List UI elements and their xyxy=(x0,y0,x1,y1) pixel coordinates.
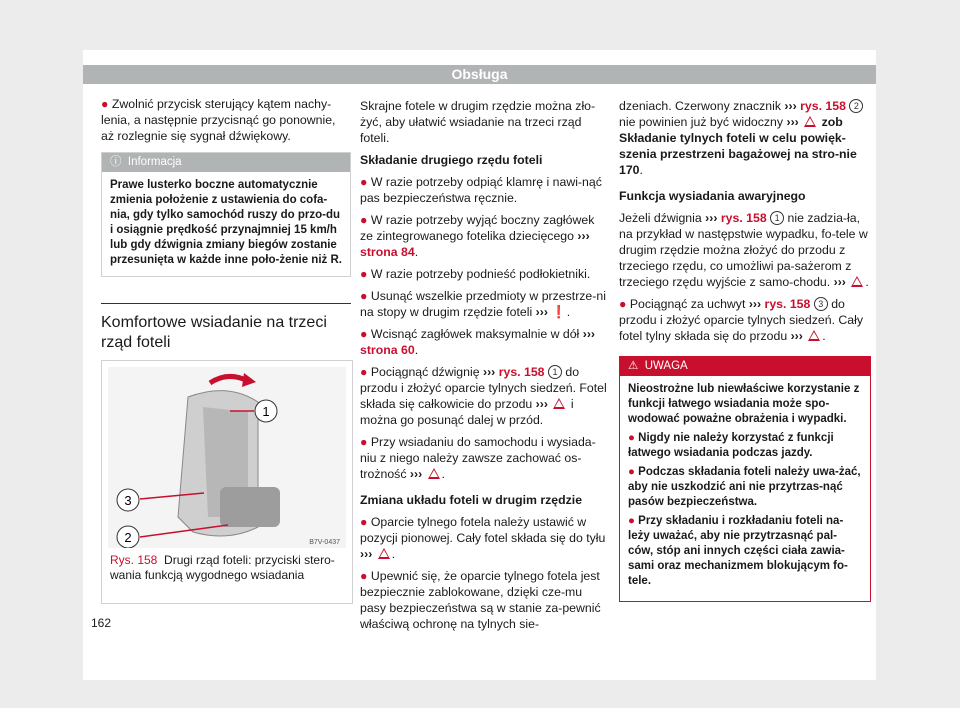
callout-2: 2 xyxy=(124,530,132,545)
subheading: Zmiana układu foteli w drugim rzędzie xyxy=(360,493,583,507)
warning-triangle-icon xyxy=(851,276,863,287)
page-number: 162 xyxy=(91,616,112,630)
column-left xyxy=(101,96,351,353)
callout-3: 3 xyxy=(124,493,132,508)
warning-triangle-icon: ⚠ xyxy=(628,360,639,372)
link-page-84[interactable]: strona 84 xyxy=(360,245,415,259)
warning-circle-icon: ❗ xyxy=(551,305,567,319)
link-page-170[interactable]: zob Składanie tylnych foteli w celu powięk-szenia przestrzeni bagażowej na stro-nie 170 xyxy=(619,115,857,177)
link-fig-158[interactable]: rys. 158 xyxy=(720,211,767,225)
list-item: ● Oparcie tylnego fotela należy ustawić w pozycji pionowej. Cały fotel składa się do tyłu ››› . xyxy=(360,515,606,561)
list-item: ● Przy wsiadaniu do samochodu i wysiada-niu z niego należy zawsze zachować os-trożność ››› . xyxy=(360,435,596,481)
list-item: ● Upewnić się, że oparcie tylnego fotela jest bezpiecznie zablokowane, dzięki cze-mu pasy bezpieczeństwa są w stanie za-pewnić właściwą ochronę na tylnych sie- xyxy=(360,569,601,631)
warning-triangle-icon xyxy=(428,468,440,479)
seat-illustration xyxy=(108,367,346,548)
warning-text: Nieostrożne lub niewłaściwe korzystanie z funkcji łatwego wsiadania może spo-wodować poważne obrażenia i wypadki. ● Nigdy nie należy korzystać z funkcji łatwego wsiadania podczas jazdy. ● Podczas składania foteli należy uwa-żać, aby nie uszkodzić ani nie przytrzas-nąć pasów bezpieczeństwa. ● Przy składaniu i rozkładaniu foteli na-leży uważać, aby nie przytrzasnąć pal-ców, stóp ani innych części ciała zawia-sami oraz mechanizmem blokującym fo-tele. xyxy=(628,383,861,587)
info-text: Prawe lusterko boczne automatycznie zmienia położenie z ustawienia do cofa-nia, gdy tylko samochód ruszy do przo-du i osiągnie prędkość przynajmniej 15 km/h lub gdy dźwignia zmiany biegów zostanie przesunięta w każde inne poło-żenie niż R. xyxy=(110,179,342,266)
warning-triangle-icon xyxy=(553,398,565,409)
info-icon: ⓘ xyxy=(110,156,122,168)
warning-box xyxy=(619,356,871,602)
paragraph: ● Zwolnić przycisk sterujący kątem nachy-lenia, a następnie przycisnąć go ponownie, aż rozlegnie się sygnał dźwiękowy. xyxy=(101,97,336,143)
info-header: ⓘ Informacja xyxy=(102,153,350,172)
warning-triangle-icon xyxy=(804,116,816,127)
list-item: ● Wcisnąć zagłówek maksymalnie w dół ››› strona 60. xyxy=(360,327,596,357)
bullet-icon: ● xyxy=(101,97,109,111)
list-item: ● Pociągnąć dźwignię ››› rys. 158 1 do przodu i złożyć oparcie tylnych siedzeń. Fotel składa się całkowicie do przodu ››› i można go posunąć dalej w przód. xyxy=(360,365,607,427)
warning-header: ⚠ UWAGA xyxy=(620,357,870,376)
link-fig-158[interactable]: rys. 158 xyxy=(498,365,545,379)
paragraph: Jeżeli dźwignia ››› rys. 158 1 nie zadzia-ła, na przykład w następstwie wypadku, fo-tele w drugim rzędzie można złożyć do przodu z trzeciego rzędu, co umożliwi pa-sażerom z trzeciego rzędu wyjście z samo-chodu. ››› . xyxy=(619,211,869,289)
link-fig-158[interactable]: rys. 158 xyxy=(764,297,811,311)
link-fig-158[interactable]: rys. 158 xyxy=(800,99,846,113)
subheading: Funkcja wysiadania awaryjnego xyxy=(619,189,806,203)
figure-158 xyxy=(101,360,353,604)
section-title: Komfortowe wsiadanie na trzeci rząd foteli xyxy=(101,303,351,353)
list-item: ● W razie potrzeby odpiąć klamrę i nawi-nąć pas bezpieczeństwa ręcznie. xyxy=(360,175,602,205)
warning-triangle-icon xyxy=(808,330,820,341)
subheading: Składanie drugiego rzędu foteli xyxy=(360,153,543,167)
list-item: ● W razie potrzeby wyjąć boczny zagłówek ze zintegrowanego fotelika dziecięcego ››› strona 84. xyxy=(360,213,595,259)
figure-caption: Rys. 158 Drugi rząd foteli: przyciski stero-wania funkcją wygodnego wsiadania xyxy=(110,553,335,582)
list-item: ● W razie potrzeby podnieść podłokietniki. xyxy=(360,267,591,281)
link-page-60[interactable]: strona 60 xyxy=(360,343,415,357)
figure-code: B7V-0437 xyxy=(309,539,340,546)
info-box xyxy=(101,152,351,277)
callout-1: 1 xyxy=(262,404,270,419)
column-middle xyxy=(360,98,610,638)
warning-triangle-icon xyxy=(378,548,390,559)
column-right xyxy=(619,98,871,602)
paragraph: dzeniach. Czerwony znacznik ››› rys. 158 2 nie powinien już być widoczny ››› zob Składanie tylnych foteli w celu powięk-szenia przestrzeni bagażowej na stro-nie 170. xyxy=(619,98,871,178)
list-item: ● Usunąć wszelkie przedmioty w przestrze-ni na stopy w drugim rzędzie foteli ››› ❗. xyxy=(360,289,606,319)
manual-page xyxy=(83,50,876,680)
list-item: ● Pociągnąć za uchwyt ››› rys. 158 3 do przodu i złożyć oparcie tylnych siedzeń. Cały fotel tylny składa się do przodu ››› . xyxy=(619,297,863,343)
paragraph: Skrajne fotele w drugim rzędzie można zło-żyć, aby ułatwić wsiadanie na trzeci rząd foteli. xyxy=(360,99,596,145)
page-header: Obsługa xyxy=(83,65,876,84)
